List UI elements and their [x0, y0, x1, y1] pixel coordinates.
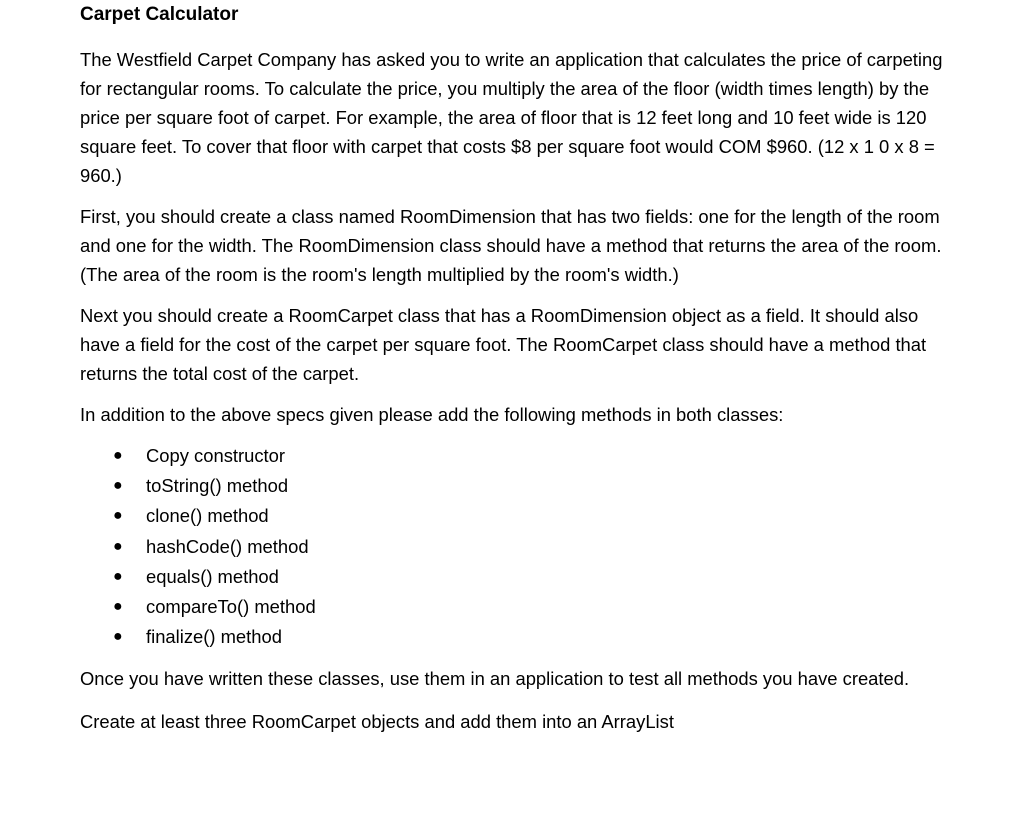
bullet-icon: ●: [113, 598, 123, 616]
list-item: [80, 501, 960, 531]
list-item-label: hashCode() method: [146, 535, 309, 557]
list-item-label: finalize() method: [146, 626, 282, 648]
list-item: [80, 622, 960, 652]
list-item-label: clone() method: [146, 505, 269, 527]
additional-methods-paragraph: In addition to the above specs given please add the following methods in both classes:: [80, 404, 784, 425]
arraylist-paragraph: Create at least three RoomCarpet objects and add them into an ArrayList: [80, 711, 674, 733]
list-item: [80, 471, 960, 501]
list-item: [80, 562, 960, 592]
methods-list: [80, 441, 960, 652]
room-carpet-paragraph: Next you should create a RoomCarpet class that has a RoomDimension object as a field. It should also have a field for the cost of the carpet per square foot. The RoomCarpet class should have a method that returns the total cost of the carpet.: [80, 305, 927, 384]
list-item-label: Copy constructor: [146, 445, 286, 466]
bullet-icon: ●: [113, 447, 123, 464]
bullet-icon: ●: [113, 628, 123, 646]
list-item-label: compareTo() method: [146, 596, 316, 618]
document-title: Carpet Calculator: [80, 4, 239, 25]
list-item: [80, 441, 960, 471]
bullet-icon: ●: [113, 567, 123, 585]
list-item-label: toString() method: [146, 475, 289, 497]
list-item: [80, 592, 960, 622]
list-item-label: equals() method: [146, 565, 279, 587]
intro-paragraph: The Westfield Carpet Company has asked you to write an application that calculates the price of carpeting for rectangular rooms. To calculate the price, you multiply the area of the floor (width times length) by the price per square foot of carpet. For example, the area of floor that is 12 feet long and 10 feet wide is 120 square feet. To cover that floor with carpet that costs $8 per square foot would COM $960. (12 x 1 0 x 8 = 960.): [80, 49, 943, 186]
bullet-icon: ●: [113, 507, 123, 525]
document-page: [80, 0, 960, 736]
room-dimension-paragraph: First, you should create a class named RoomDimension that has two fields: one for the length of the room and one for the width. The RoomDimension class should have a method that returns the area of the room. (The area of the room is the room's length multiplied by the room's width.): [80, 206, 942, 285]
bullet-icon: ●: [113, 477, 123, 495]
list-item: [80, 532, 960, 562]
testing-paragraph: Once you have written these classes, use them in an application to test all methods you have created.: [80, 668, 910, 690]
bullet-icon: ●: [113, 537, 123, 555]
